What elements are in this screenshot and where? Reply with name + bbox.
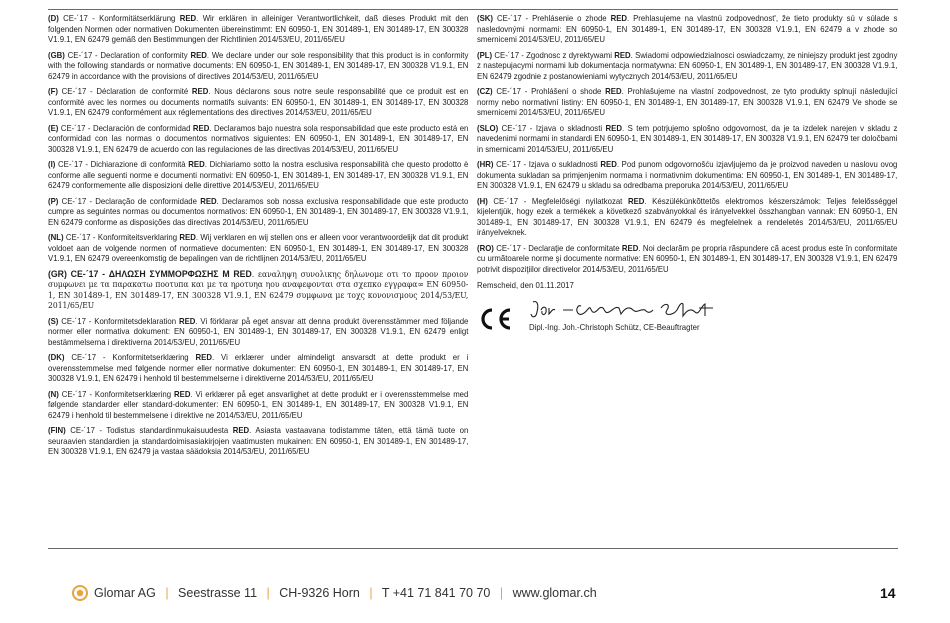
declaration-gb: (GB) CE-´17 - Declaration of conformity RED. We declare under our sole responsibility that this product is in conformity with the following standards or normative documents: EN 60950-1, EN 301489-1, EN 301489-17, EN 300328 V1.9.1, EN 62479 in accordance with the provisions of directives 2014/53/EU, 2011/65/EU (48, 49, 469, 81)
declaration-pl: (PL) CE-´17 - Zgodnosc z dyrektywami RED. Swiadomi odpowiedzialnosci oswiadczamy, ze niniejszy produkt jest zgodny z nastepujacymi normami lub dokumentacja normatywna: EN 60950-1, EN 301489-1, EN 301489-17, EN 300328 V1.9.1, EN 62479 zgodnie z postanowieniami wytycznych 2014/53/EU, 2011/65/EU (477, 49, 898, 81)
city-address: CH-9326 Horn (279, 586, 360, 600)
declaration-hu: (H) CE-´17 - Megfelelőségi nyilatkozat RED. Készülékünkõttetõs elektromos készerszámok: Teljes felelősséggel kijelentjük, hogy ezek a termékek a következő szabványokkal és irányelvekkel összhangban vannak: EN 60950-1, EN 301489-1, EN 301489-17, EN 300328 V1.9.1, EN 62479 és megfelelnek a rendeletés 2014/53/EU, 2011/65/EU irányelveknek. (477, 195, 898, 237)
ce-mark-icon (477, 306, 513, 332)
declaration-it: (I) CE-´17 - Dichiarazione di conformità RED. Dichiariamo sotto la nostra esclusiva responsabilità che questo prodotto è conforme alle seguenti norme e documenti normativi: EN 60950-1, EN 301489-1, EN 301489-17, EN 300328 V1.9.1, EN 62479 conformemente alle disposizioni delle direttive 2014/53/EU, 2011/65/EU (48, 159, 469, 190)
declaration-pt: (P) CE-´17 - Declaração de conformidade RED. Declaramos sob nossa exclusiva responsabilidade que este producto cumpre as seguintes normas ou documentos normativos: EN 60950-1, EN 301489-1, EN 301489-17, EN 300328 V1.9.1, EN 62479 conforme as disposições das directivas 2014/53/EU, 2011/65/EU (48, 195, 469, 227)
handwritten-signature (529, 296, 719, 322)
phone-number: T +41 71 841 70 70 (381, 586, 491, 600)
declaration-cz: (CZ) CE-´17 - Prohlášení o shode RED. Prohlašujeme na vlastní zodpovednost, ze tyto produkty splnují následující normy nebo normativní listiny: EN 60950-1, EN 301489-1, EN 301489-17, EN 300328 V1.9.1, EN 62479 Ve shode se smernicemi 2014/53/EU, 2011/65/EU (477, 86, 898, 117)
declarations-right-column (477, 13, 898, 340)
company-name: Glomar AG (94, 586, 156, 600)
footer-separator: | (369, 586, 373, 600)
footer-separator: | (165, 586, 169, 600)
signer-name: Dipl.-Ing. Joh.-Christoph Schütz, CE-Beauftragter (529, 322, 700, 332)
declaration-es: (E) CE-´17 - Declaración de conformidad RED. Declaramos bajo nuestra sola responsabilidad que este producto está en conformidad con las normas o documentos normativos siguientes: EN 60950-1, EN 301489-1, EN 301489-17, EN 300328 V1.9.1, EN 62479 de acuerdo con las regulaciones de las directivas 2014/53/EU, 2011/65/EU (48, 122, 469, 154)
page-number: 14 (880, 585, 896, 601)
declaration-no: (N) CE-´17 - Konformitetserklæring RED. Vi erklærer på eget ansvarlighet at dette produkt er i overensstemmelse med følgende standarder eller standard-dokumenter: EN 60950-1, EN 301489-1, EN 301489-17, EN 300328 V1.9.1, EN 62479 i henhold til bestemmelsene i direktive ne 2014/53/EU, 2011/65/EU (48, 388, 469, 420)
footer-separator: | (266, 586, 270, 600)
declaration-ro: (RO) CE-´17 - Declaraţie de conformitate RED. Noi declarãm pe propria rãspundere cã acest produs este în conformitate cu urmãtoarele norme şi documente normative: EN 60950-1, EN 301489-1, EN 301489-17, EN 300328 V1.9.1, EN 62479 potrivit dispoziţiilor directivelor 2014/53/EU, 2011/65/EU (477, 242, 898, 274)
declaration-fi: (FIN) CE-´17 - Todistus standardinmukaisuudesta RED. Asiasta vastaavana todistamme täten, että tämä tuote on seuraavien standardien ja standardoimisasiakirjojen vaatimusten mukainen: EN 60950-1, EN 301489-1, EN 301489-17, EN 300328 V1.9.1, EN 62479 ja vastaa säädoksia 2014/53/EU, 2011/65/EU (48, 425, 469, 456)
declaration-se: (S) CE-´17 - Konformitetsdeklaration RED. Vi förklarar på eget ansvar att denna produkt överensstämmer med följande normer eller normativa dokument: EN 60950-1, EN 301489-1, EN 301489-17, EN 300328 V1.9.1, EN 62479 enligt bestämmelserna i direktiverna 2014/53/EU, 2011/65/EU (48, 315, 469, 347)
declaration-de: (D) CE-´17 - Konformitätserklärung RED. Wir erklären in alleiniger Verantwortlichkeit, daß dieses Produkt mit den folgenden Normen oder normativen Dokumenten übereinstimmt: EN 60950-1, EN 301489-1, EN 301489-17, EN 300328 V1.9.1, EN 62479 gemäß den Bestimmungen der Richtlinien 2014/53/EU, 2011/65/EU (48, 13, 469, 44)
declaration-nl: (NL) CE-´17 - Konformiteitsverklaring RED. Wij verklaren en wij stellen ons er alleen voor verantwoordelijk dat dit produkt voldoet aan de volgende normen of normatieve documenten: EN 60950-1, EN 301489-1, EN 301489-17, EN 300328 V1.9.1, EN 62479 overeenkomstig de bepalingen van de richtlijnen 2014/53/EU, 2011/65/EU (48, 232, 469, 263)
footer-separator: | (499, 586, 504, 600)
top-divider (48, 9, 898, 10)
declaration-gr: (GR) CE-´17 - ΔΗΛΩΣΗ ΣΥΜΜΟΡΦΩΣΗΣ Μ RED. εαναληψη συνολικης δηλωνομε οτι το προον προιον συμφωνει με τα παρακατω ποοτυπα και με τα ηροτυηα ηου αναφεφονται στα σχεπκο εγγραφα∞ EN 60950-1, EN 301489-1, EN 301489-17, EN 300328 V1.9.1, EN 62479 συμφωνα με τοχς κονονισμους 2014/53/EU, 2011/65/EU (48, 267, 469, 310)
declarations-left-column (48, 13, 469, 462)
signature-block (477, 280, 898, 340)
declaration-slo: (SLO) CE-´17 - Izjava o skladnosti RED. S tem potrjujemo splošno odgovornost, da je ta izdelek narejen v skladu z navedenimi normami in standardi EN 60950-1, EN 301489-1, EN 301489-17, EN 300328 V1.9.1, EN 62479 ter določbami in smernicami 2014/53/EU, 2011/65/EU (477, 122, 898, 154)
declaration-sk: (SK) CE-´17 - Prehlásenie o zhode RED. Prehlasujeme na vlastnú zodpovednost', že tieto produkty sú v súlade s nasledovnými normami: EN 60950-1, EN 301489-1, EN 301489-17, EN 300328 V1.9.1, EN 62479 a v zhode so smernicemi 2014/53/EU, 2011/65/EU (477, 13, 898, 44)
declaration-fr: (F) CE-´17 - Déclaration de conformité RED. Nous déclarons sous notre seule responsabilité que ce produit est en conformité avec les normes ou documents normatifs suivants: EN 60950-1, EN 301489-1, EN 301489-17, EN 300328 V1.9.1, EN 62479 conformément aux réglementations des directives 2014/53/EU, 2011/65/EU (48, 86, 469, 117)
place-date: Remscheid, den 01.11.2017 (477, 280, 574, 290)
footer-contact (72, 586, 597, 600)
website-link[interactable]: www.glomar.ch (512, 586, 597, 600)
declaration-dk: (DK) CE-´17 - Konformitetserklæring RED. Vi erklærer under almindeligt ansvarsdt at dette produkt er i overensstemmelse med følgende normer eller normative dokumenter: EN 60950-1, EN 301489-1, EN 301489-17, EN 300328 V1.9.1, EN 62479 i henhold til bestemmelserne i direktiverne 2014/53/EU, 2011/65/EU (48, 352, 469, 383)
declaration-hr: (HR) CE-´17 - Izjava o sukladnosti RED. Pod punom odgovornošću izjavljujemo da je proizvod naveden u naslovu ovog dokumenta sukladan sa primjenjenim normama i normativnim dokumentima: EN 60950-1, EN 301489-1, EN 301489-17, EN 300328 V1.9.1, EN 62479 u skladu sa odredbama preporuka 2014/53/EU, 2011/65/EU (477, 159, 898, 190)
street-address: Seestrasse 11 (178, 586, 258, 600)
bottom-divider (48, 548, 898, 549)
